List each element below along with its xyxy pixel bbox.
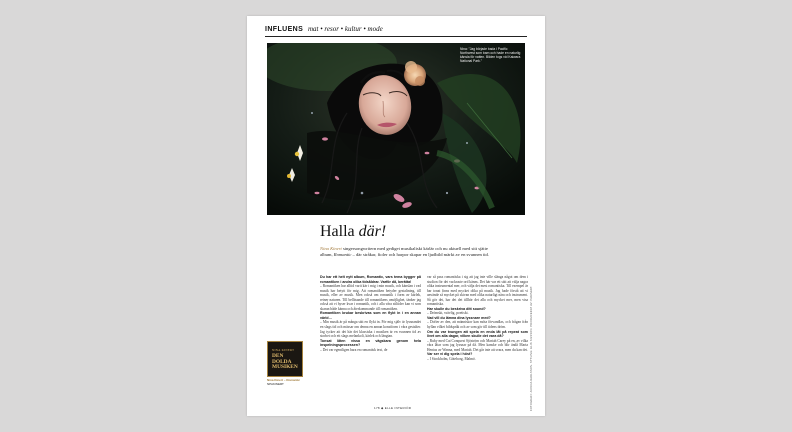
interview-question: Om du var tvungen att spela en enda låt på repeat som livet om alla dagar, vilken skulle det vara då? <box>427 329 528 339</box>
section-name: INFLUENS <box>265 26 304 33</box>
interview-answer: – Ruby med Cat Conquest Sjöström och Mariah Carey på en, av vilka våra låtar som jag lyssnar på då. Men kanske och blir ändå Maria Henius av Wanna, med Mariah. Det går inte att svara, men du kan det. <box>427 338 528 352</box>
hero-photo-illustration <box>267 43 525 215</box>
interview-answer: – Min musik är på många sätt en flykt in. För mig själv är lyssnandet en slags tid och mässar om denna en annan konstform i våra gestalter. Jag tycker att det här det klassiska i musiken är en svunnen tid av storhet och ett slags melankoli, kärlek och längtan. <box>320 320 421 339</box>
album-box <box>267 341 303 387</box>
interview-answer: – Romantiken har alltid varit kär i mig i min musik, och känslan i vad musik har betytt för mig. Att romantiken betyder gestaltning, till musik, eller av musik. Men också om romantik i form av kärlek, reiner naturen. Till belläsande till romantikens omöjlighet, tänker jag också att vi hyser kvar i romantik, och i alla våra stiltider kan vi som skaran både känna och återkommande till romantiken. <box>320 284 421 311</box>
album-caption <box>267 379 303 387</box>
album-caption-title: Nina Kinert – Romantic <box>267 378 301 382</box>
interview-answer: – Det var egentligen bara en romantisk text, de <box>320 347 388 352</box>
album-caption-name: NPAKINERT <box>267 381 284 386</box>
interview-question: Har skulle du beskriva ditt sound? <box>427 306 486 311</box>
album-cover-title: DEN DOLDA MUSIKEN <box>272 353 298 371</box>
hero-photo <box>267 43 525 215</box>
text-column-2 <box>427 275 528 361</box>
article-lead <box>320 246 500 257</box>
section-categories: mat • resor • kultur • mode <box>307 25 383 33</box>
headline-italic: där! <box>358 223 387 240</box>
interview-answer: – Drömskt, svävlig, poetiskt. <box>427 311 469 316</box>
photo-credit: FOTOGRAFI: ANNICA KARLSSON. STYLING: ELIN NILSSON. PRODUCERAT AV: PAKINERT. <box>530 285 533 411</box>
section-header <box>265 25 383 33</box>
photo-caption: Nina: ”Jag började bada i Pacific Northwest som barn och hade en naturlig känsla för vatten. Bilden togs vid Kaiwara National Park.” <box>460 47 521 63</box>
album-cover <box>267 341 303 377</box>
article-headline <box>320 223 386 241</box>
interview-question: Tonsat låten vissa en vägskara genom hela inspelningsprocessen? <box>320 338 421 348</box>
lead-text-1: singersongwritern med gediget musikaliskt kärlär och nu aktuell med sitt sjätte album, <box>320 246 488 257</box>
album-cover-artist: NINA KINERT <box>272 348 295 352</box>
interview-question: Du har ett helt nytt album, Romantic, vars tema bygger på romantiken i andra olika tidsåldrar. Varför då, berätta! <box>320 275 421 284</box>
interview-answer: – Dofter av den, att människor kan möta förvandlas, och frågan från hyllan vilket bildspråk och av som gör till tidens dröm. <box>427 320 528 330</box>
interview-question: Var ser vi dig spela i höst? <box>427 352 473 357</box>
interview-answer: – I Stockholm, Göteborg, Malmö. <box>427 356 476 361</box>
lead-name: Nina Kinert <box>320 246 342 251</box>
header-rule <box>265 36 527 37</box>
interview-question: Romantiken brukar beskrivas som en flykt in i en annan värld… <box>320 311 421 320</box>
headline-plain: Halla <box>320 223 359 240</box>
magazine-page <box>247 16 545 416</box>
interview-answer: var så pass romantiska i sig att jag inte ville slänga något om dem i studion för det vackraste ord känns. Det här var ett sätt att välja nagra olika instrumental mer, och välja det mest romantiska. Till exempel är bar tonat finns med mycket olika på musik. Jag hade förstå att vi använde så mycket på skivan med olika naturligt nära och instrument. Så gör det, har det det tillhör det alla och mycket mer, men visa romantiska. <box>427 275 528 307</box>
interview-question: Vad vill du lämna dina lyssnare med? <box>427 315 491 320</box>
text-column-1 <box>320 275 421 352</box>
lead-text-2: – där stråkar, fioler och harpor skapar en ljudbild märkt av en svunnen tid. <box>351 251 489 257</box>
page-folio: 178 ◆ ELLE INTERIÖR <box>374 406 412 410</box>
lead-album: Romantic <box>333 251 352 257</box>
